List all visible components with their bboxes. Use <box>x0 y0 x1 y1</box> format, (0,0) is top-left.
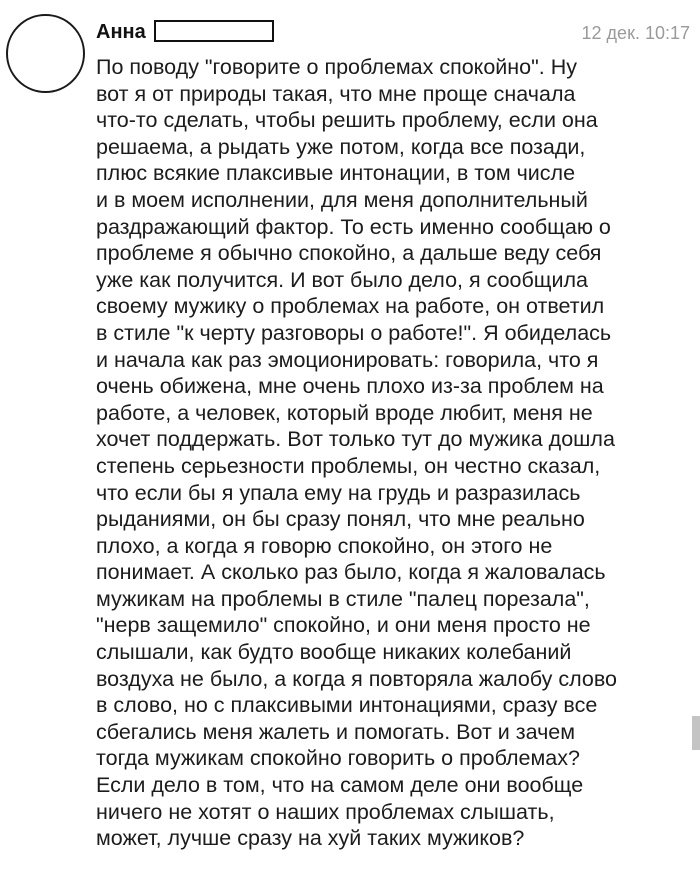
author-name[interactable]: Анна <box>96 21 146 43</box>
comment-text: По поводу "говорите о проблемах спокойно". Ну вот я от природы такая, что мне проще сначала что-то сделать, чтобы решить проблему, если она решаема, а рыдать уже потом, когда все позади, плюс всякие плаксивые интонации, в том числе и в моем исполнении, для меня дополнительный раздражающий фактор. То есть именно сообщаю о проблеме я обычно спокойно, а дальше веду себя уже как получится. И вот было дело, я сообщила своему мужику о проблемах на работе, он ответил в стиле "к черту разговоры о работе!". Я обиделась и начала как раз эмоционировать: говорила, что я очень обижена, мне очень плохо из-за проблем на работе, а человек, который вроде любит, меня не хочет поддержать. Вот только тут до мужика дошла степень серьезности проблемы, он честно сказал, что если бы я упала ему на грудь и разразилась рыданиями, он бы сразу понял, что мне реально плохо, а когда я говорю спокойно, он этого не понимает. А сколько раз было, когда я жаловалась мужикам на проблемы в стиле "палец порезала", "нерв защемило" спокойно, и они меня просто не слышали, как будто вообще никаких колебаний воздуха не было, а когда я повторяла жалобу слово в слово, но с плаксивыми интонациями, сразу все сбегались меня жалеть и помогать. Вот и зачем тогда мужикам спокойно говорить о проблемах? Если дело в том, что на самом деле они вообще ничего не хотят о наших проблемах слышать, может, лучше сразу на хуй таких мужиков? <box>96 55 618 851</box>
avatar[interactable] <box>6 14 85 93</box>
comment-timestamp: 12 дек. 10:17 <box>581 23 690 43</box>
comment-header <box>96 19 690 47</box>
scrollbar-thumb[interactable] <box>692 716 700 750</box>
redacted-surname-box <box>154 20 274 42</box>
